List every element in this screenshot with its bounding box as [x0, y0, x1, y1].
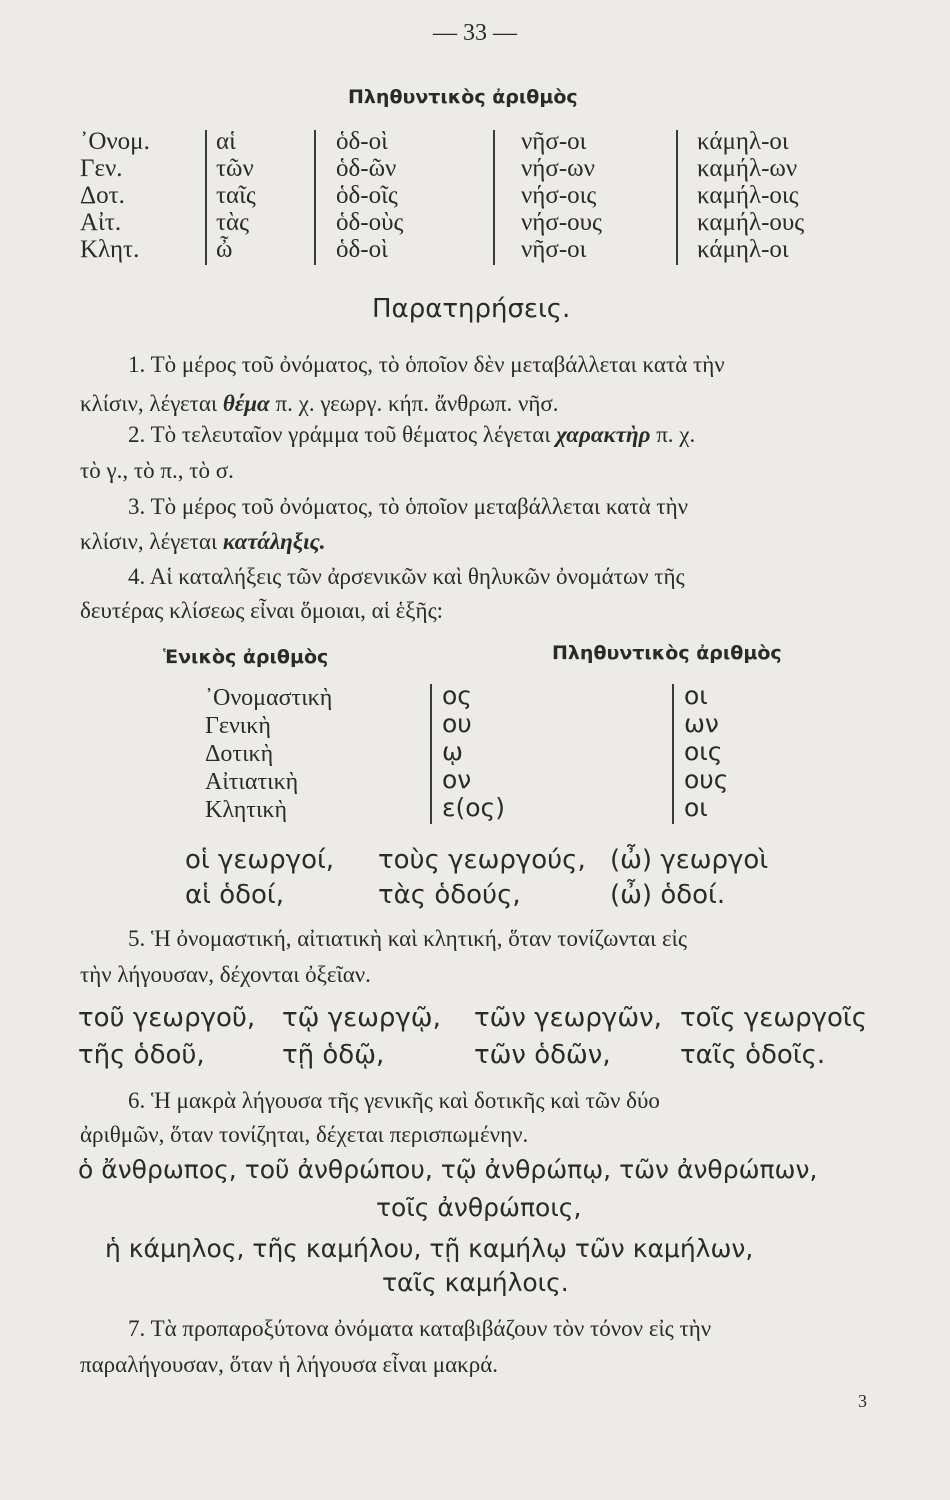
term-thema: θέμα — [222, 391, 270, 416]
paragraph-text: 2. Τὸ τελευταῖον γράμμα τοῦ θέματος λέγεται — [128, 422, 557, 447]
example-kamelos-declension: ἡ κάμηλος, τῆς καμήλου, τῇ καμήλῳ τῶν καμήλων, — [105, 1234, 754, 1263]
example-dative-plural: τοῖς γεωργοῖς — [680, 1003, 867, 1033]
plural-endings-column — [684, 682, 728, 822]
article-cell: ὦ — [216, 236, 233, 263]
singular-endings-column — [442, 682, 505, 822]
paragraph-text: κλίσιν, λέγεται — [80, 391, 223, 416]
kamelos-cell: κάμηλ-οι — [697, 236, 789, 263]
plural-heading: Πληθυντικὸς ἀριθμὸς — [348, 86, 578, 108]
example-anthropos-declension: ὁ ἄνθρωπος, τοῦ ἀνθρώπου, τῷ ἀνθρώπῳ, τῶν ἀνθρώπων, — [78, 1155, 818, 1184]
kamelos-cell: καμήλ-οις — [697, 182, 799, 209]
column-divider — [676, 130, 678, 265]
article-cell: ταῖς — [216, 182, 256, 209]
case-label: ᾿Ονομ. — [80, 128, 150, 155]
nesos-cell: νήσ-οις — [521, 182, 597, 209]
paragraph-3-line-1: 3. Τὸ μέρος τοῦ ὀνόματος, τὸ ὁποῖον μεταβάλλεται κατὰ τὴν — [128, 494, 689, 519]
kamelos-cell: καμήλ-ους — [697, 209, 805, 236]
hodos-cell: ὁδ-οὶ — [336, 128, 388, 155]
example-accusative-plural: τὰς ὁδούς, — [378, 880, 521, 910]
example-dative-singular: τῷ γεωργῷ, — [282, 1003, 441, 1033]
article-cell: τῶν — [216, 155, 254, 182]
example-genitive-plural: τῶν γεωργῶν, — [474, 1003, 662, 1033]
column-divider — [430, 684, 432, 824]
paragraph-5-line-2: τὴν λήγουσαν, δέχονται ὀξεῖαν. — [80, 962, 371, 987]
paragraph-1-line-1: 1. Τὸ μέρος τοῦ ὀνόματος, τὸ ὁποῖον δὲν μεταβάλλεται κατὰ τὴν — [128, 352, 725, 377]
example-dative-singular: τῇ ὁδῷ, — [282, 1040, 385, 1070]
ending-cell: ον — [442, 765, 472, 794]
paragraph-6-line-2: ἀριθμῶν, ὅταν τονίζηται, δέχεται περισπωμένην. — [80, 1122, 529, 1147]
example-anthropos-declension: τοῖς ἀνθρώποις, — [376, 1193, 582, 1222]
paragraph-4-line-1: 4. Αἱ καταλήξεις τῶν ἀρσενικῶν καὶ θηλυκῶν ὀνομάτων τῆς — [128, 564, 685, 589]
term-kataleksis: κατάληξις. — [222, 529, 326, 554]
example-nominative-plural: οἱ γεωργοί, — [185, 845, 335, 875]
paragraph-3-line-2 — [80, 529, 326, 555]
nesos-cell: νήσ-ων — [521, 155, 595, 182]
ending-cell: ε(ος) — [442, 793, 505, 822]
paragraph-6-line-1: 6. Ἡ μακρὰ λήγουσα τῆς γενικῆς καὶ δοτικῆς καὶ τῶν δύο — [128, 1088, 660, 1113]
example-dative-plural: ταῖς ὁδοῖς. — [680, 1040, 826, 1070]
article-column — [216, 128, 256, 263]
example-vocative-plural: (ὦ) ὁδοί. — [610, 880, 726, 910]
column-divider — [493, 130, 495, 265]
singular-heading: Ἑνικὸς ἀριθμὸς — [163, 646, 329, 668]
case-label: ᾿Ονομαστικὴ — [205, 685, 333, 711]
ending-cell: οι — [684, 793, 708, 822]
paragraph-2-line-1 — [128, 422, 695, 448]
hodos-cell: ὁδ-οῖς — [336, 182, 398, 209]
ending-cell: ων — [684, 709, 719, 738]
ending-cell: ους — [684, 765, 729, 794]
hodos-cell: ὁδ-οὶ — [336, 236, 388, 263]
page-number: — 33 — — [433, 20, 517, 46]
example-genitive-singular: τοῦ γεωργοῦ, — [78, 1003, 256, 1033]
column-divider — [314, 130, 316, 265]
paragraph-text: π. χ. γεωργ. κήπ. ἄνθρωπ. νῆσ. — [269, 391, 559, 416]
example-nominative-plural: αἱ ὁδοί, — [185, 880, 284, 910]
hodos-column — [336, 128, 403, 263]
nesos-column — [521, 128, 602, 263]
case-column — [80, 128, 150, 263]
case-column — [205, 684, 332, 824]
ending-cell: οι — [684, 681, 708, 710]
signature-mark: 3 — [858, 1391, 867, 1411]
paragraph-4-line-2: δευτέρας κλίσεως εἶναι ὅμοιαι, αἱ ἑξῆς: — [80, 598, 444, 623]
paragraph-1-line-2 — [80, 391, 559, 417]
article-cell: αἱ — [216, 128, 236, 155]
paragraph-7-line-2: παραλήγουσαν, ὅταν ἡ λήγουσα εἶναι μακρά. — [80, 1352, 498, 1377]
nesos-cell: νῆσ-οι — [521, 128, 587, 155]
paragraph-2-line-2: τὸ γ., τὸ π., τὸ σ. — [80, 458, 234, 483]
case-label: Δοτικὴ — [205, 741, 274, 767]
observations-title: Παρατηρήσεις. — [372, 294, 571, 324]
ending-cell: οις — [684, 737, 723, 766]
plural-heading-2: Πληθυντικὸς ἀριθμὸς — [552, 642, 782, 664]
example-genitive-plural: τῶν ὁδῶν, — [474, 1040, 611, 1070]
nesos-cell: νῆσ-οι — [521, 236, 587, 263]
paragraph-7-line-1: 7. Τὰ προπαροξύτονα ὀνόματα καταβιβάζουν τὸν τόνον εἰς τὴν — [128, 1316, 712, 1341]
nesos-cell: νήσ-ους — [521, 209, 602, 236]
term-charakter: χαρακτὴρ — [556, 422, 651, 447]
paragraph-text: κλίσιν, λέγεται — [80, 529, 223, 554]
kamelos-cell: κάμηλ-οι — [697, 128, 789, 155]
article-cell: τὰς — [216, 209, 250, 236]
example-vocative-plural: (ὦ) γεωργοὶ — [610, 845, 769, 875]
column-divider — [205, 130, 207, 265]
case-label: Κλητικὴ — [205, 797, 288, 823]
case-label: Δοτ. — [80, 182, 125, 209]
case-label: Αἰτ. — [80, 209, 122, 236]
ending-cell: ῳ — [442, 737, 463, 766]
case-label: Γεν. — [80, 155, 123, 182]
column-divider — [672, 684, 674, 824]
hodos-cell: ὁδ-οὺς — [336, 209, 404, 236]
example-genitive-singular: τῆς ὁδοῦ, — [78, 1040, 205, 1070]
example-kamelos-declension: ταῖς καμήλοις. — [382, 1268, 569, 1297]
case-label: Κλητ. — [80, 236, 140, 263]
ending-cell: ος — [442, 681, 472, 710]
case-label: Γενικὴ — [205, 713, 271, 739]
paragraph-5-line-1: 5. Ἡ ὀνομαστική, αἰτιατικὴ καὶ κλητική, ὅταν τονίζωνται εἰς — [128, 926, 687, 951]
case-label: Αἰτιατικὴ — [205, 769, 299, 795]
example-accusative-plural: τοὺς γεωργούς, — [378, 845, 586, 875]
hodos-cell: ὁδ-ῶν — [336, 155, 397, 182]
ending-cell: ου — [442, 709, 472, 738]
paragraph-text: π. χ. — [650, 422, 696, 447]
kamelos-column — [697, 128, 804, 263]
kamelos-cell: καμήλ-ων — [697, 155, 798, 182]
